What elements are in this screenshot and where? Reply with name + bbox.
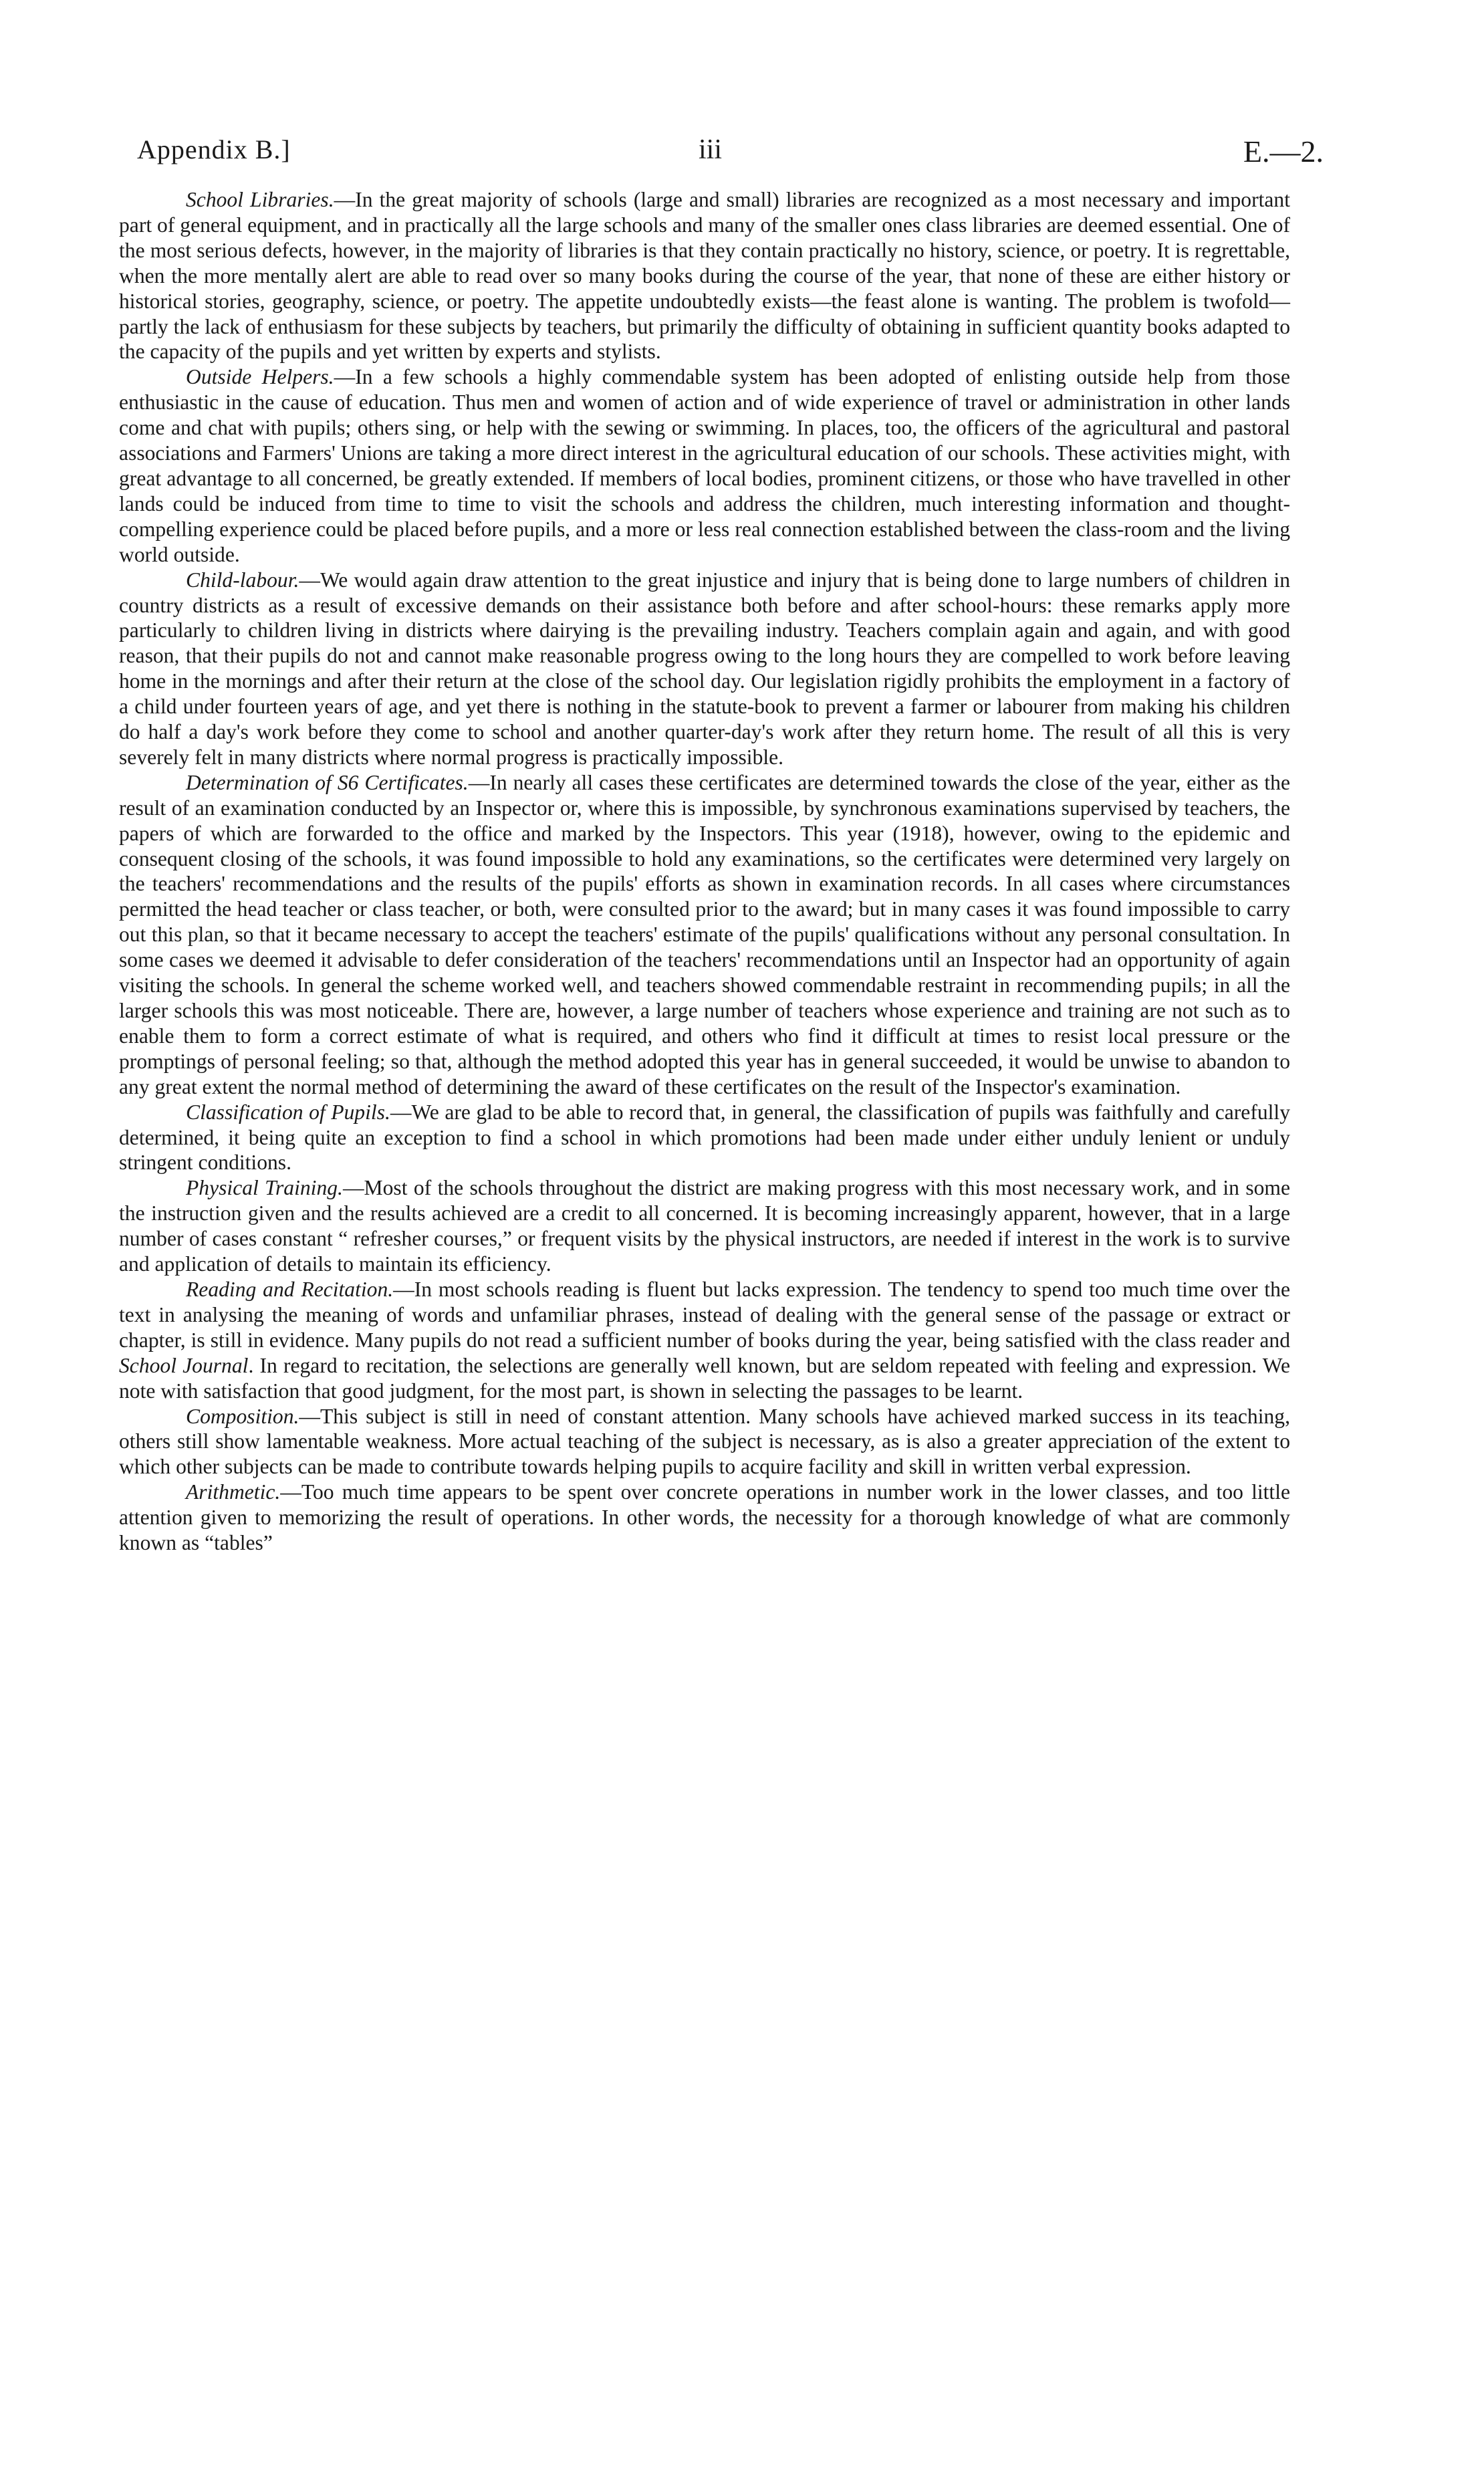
paragraph-title: Physical Training.	[186, 1176, 343, 1200]
paragraph-text: —In nearly all cases these certificates are determined towards the close of the year, either as the result of an examination conducted by an Inspector or, where this is impossible, by synchronous examinations supervised by teachers, the papers of which are forwarded to the office and marked by the Inspectors. This year (1918), however, owing to the epidemic and consequent closing of the schools, it was found impossible to hold any examinations, so the certificates were determined very largely on the teachers' recommendations and the results of the pupils' efforts as shown in examination records. In all cases where circumstances permitted the head teacher or class teacher, or both, were consulted prior to the award; but in many cases it was found impossible to carry out this plan, so that it became necessary to accept the teachers' estimate of the pupils' qualifications without any personal consultation. In some cases we deemed it advisable to defer consideration of the teachers' recommendations until an Inspector had an opportunity of again visiting the schools. In general the scheme worked well, and teachers showed commendable restraint in recommending pupils; in all the larger schools this was most noticeable. There are, however, a large number of teachers whose experience and training are not such as to enable them to form a correct estimate of what is required, and others who find it difficult at times to resist local pressure or the promptings of personal feeling; so that, although the method adopted this year has in general succeeded, it would be unwise to abandon to any great extent the normal method of determining the award of these certificates on the result of the Inspector's examination.	[119, 770, 1291, 1098]
paragraph-title: Composition.	[186, 1404, 299, 1428]
paragraph-school-libraries	[119, 187, 1290, 364]
paragraph-title: Reading and Recitation.	[186, 1277, 394, 1301]
page-number: iii	[699, 134, 723, 165]
paragraph-outside-helpers	[119, 364, 1290, 567]
paragraph-physical-training	[119, 1175, 1290, 1277]
paragraph-title: Classification of Pupils.	[186, 1100, 390, 1124]
paragraph-title: Child-labour.	[186, 568, 299, 592]
paragraph-text: . In regard to recitation, the selections are generally well known, but are seldom repeated with feeling and expression. We note with satisfaction that good judgment, for the most part, is shown in selecting the passages to be learnt.	[119, 1353, 1291, 1403]
paragraph-title: Outside Helpers.	[186, 365, 334, 389]
paragraph-text: —Most of the schools throughout the district are making progress with this most necessary work, and in some the instruction given and the results achieved are a credit to all concerned. It is becoming increasingly apparent, however, that in a large number of cases constant “ refresher courses,” or frequent visits by the physical instructors, are needed if interest in the work is to survive and application of details to maintain its efficiency.	[119, 1176, 1291, 1276]
paragraph-reading-recitation	[119, 1277, 1290, 1404]
paragraph-composition	[119, 1404, 1290, 1480]
paragraph-text: —In the great majority of schools (large and small) libraries are recognized as a most necessary and important part of general equipment, and in practically all the large schools and many of the smaller ones class libraries are deemed essential. One of the most serious defects, however, in the majority of libraries is that they contain practically no history, science, or poetry. It is regrettable, when the more mentally alert are able to read over so many books during the course of the year, that none of these are either history or historical stories, geography, science, or poetry. The appetite undoubtedly exists—the feast alone is wanting. The problem is twofold—partly the lack of enthusiasm for these subjects by teachers, but primarily the difficulty of obtaining in sufficient quantity books adapted to the capacity of the pupils and yet written by experts and stylists.	[119, 188, 1290, 364]
paragraph-text: —We would again draw attention to the great injustice and injury that is being done to large numbers of children in country districts as a result of excessive demands on their assistance both before and after school-hours: these remarks apply more particularly to children living in districts where dairying is the prevailing industry. Teachers complain again and again, and with good reason, that their pupils do not and cannot make reasonable progress owing to the long hours they are compelled to work before leaving home in the mornings and after their return at the close of the school day. Our legislation rigidly prohibits the employment in a factory of a child under fourteen years of age, and yet there is nothing in the statute-book to prevent a farmer or labourer from making his children do half a day's work before they come to school and another quarter-day's work after they return home. The result of all this is very severely felt in many districts where normal progress is practically impossible.	[119, 568, 1290, 769]
paragraph-text: —In a few schools a highly commendable system has been adopted of enlisting outside help from those enthusiastic in the cause of education. Thus men and women of action and of wide experience of travel or administration in other lands come and chat with pupils; others sing, or help with the sewing or swimming. In places, too, the officers of the agricultural and pastoral associations and Farmers' Unions are taking a more direct interest in the agricultural education of our schools. These activities might, with great advantage to all concerned, be greatly extended. If members of local bodies, prominent citizens, or those who have travelled in other lands could be induced from time to time to visit the schools and address the children, much interesting information and thought-compelling experience could be placed before pupils, and a more or less real connection established between the class-room and the living world outside.	[119, 365, 1291, 566]
appendix-label: Appendix B.]	[137, 134, 291, 164]
paragraph-text: —We are glad to be able to record that, in general, the classification of pupils was faithfully and carefully determined, it being quite an exception to find a school in which promotions had been made under either unduly lenient or unduly stringent conditions.	[119, 1100, 1290, 1175]
paragraph-s6-certificates	[119, 770, 1290, 1100]
paragraph-arithmetic	[119, 1479, 1290, 1556]
report-body	[119, 187, 1290, 1556]
page-header	[137, 134, 1324, 174]
paragraph-text: —This subject is still in need of constant attention. Many schools have achieved marked success in its teaching, others still show lamentable weakness. More actual teaching of the subject is necessary, as is also a greater appreciation of the extent to which other subjects can be made to contribute towards helping pupils to acquire facility and skill in written verbal expression.	[119, 1404, 1290, 1479]
paragraph-title: School Libraries.	[186, 188, 334, 211]
paragraph-title: Determination of S6 Certificates.	[186, 770, 469, 794]
paragraph-child-labour	[119, 568, 1290, 770]
paragraph-text: —Too much time appears to be spent over concrete operations in number work in the lower classes, and too little attention given to memorizing the result of operations. In other words, the necessity for a thorough knowledge of what are commonly known as “tables”	[119, 1480, 1290, 1555]
document-code: E.—2.	[1243, 134, 1324, 168]
paragraph-text: —In most schools reading is fluent but lacks expression. The tendency to spend too much time over the text in analysing the meaning of words and unfamiliar phrases, instead of dealing with the general sense of the passage or extract or chapter, is still in evidence. Many pupils do not read a sufficient number of books during the year, being satisfied with the class reader and	[119, 1277, 1290, 1352]
paragraph-classification	[119, 1100, 1290, 1176]
paragraph-title: Arithmetic.	[186, 1480, 281, 1504]
publication-title: School Journal	[119, 1353, 249, 1377]
